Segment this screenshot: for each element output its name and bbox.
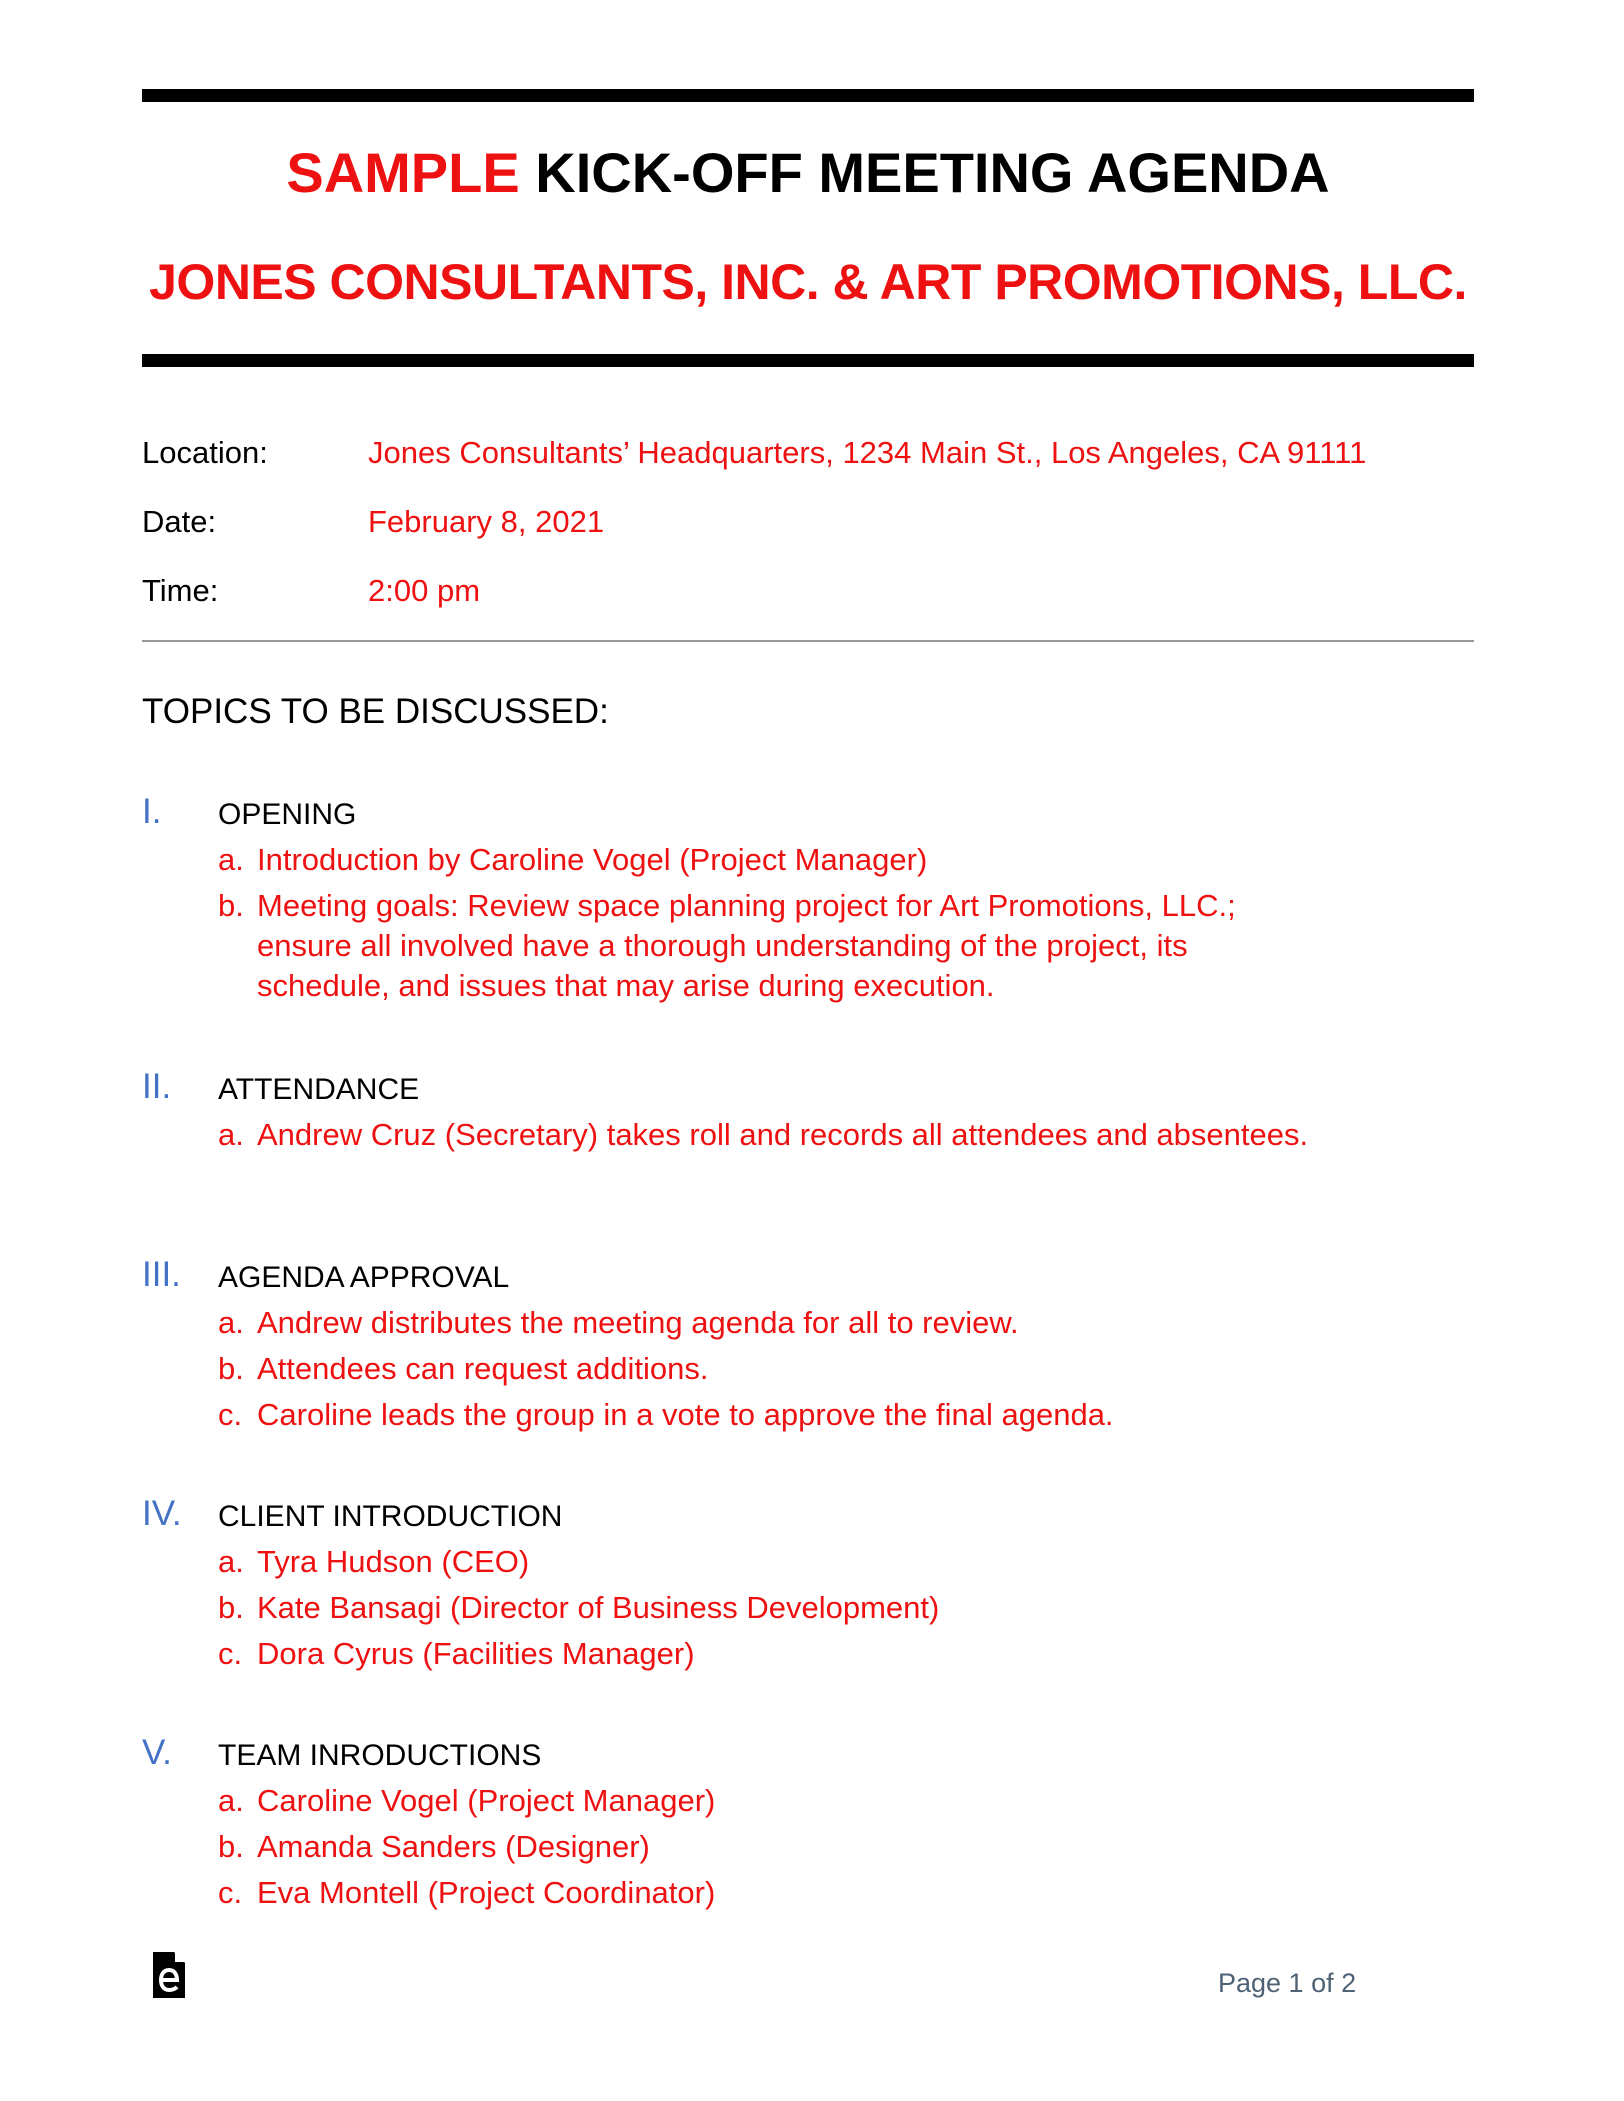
- item-text: Introduction by Caroline Vogel (Project Manager): [257, 842, 928, 877]
- item-text: Caroline Vogel (Project Manager): [257, 1783, 716, 1818]
- list-item: [142, 1873, 1317, 1913]
- info-row-time: [142, 571, 480, 611]
- list-item: [142, 886, 1317, 1006]
- section-numeral: II.: [142, 1067, 172, 1106]
- section-items: [142, 1115, 1474, 1155]
- list-item: [142, 1827, 1317, 1867]
- info-value: February 8, 2021: [368, 504, 605, 539]
- section-numeral: IV.: [142, 1494, 182, 1533]
- item-text: Caroline leads the group in a vote to approve the final agenda.: [257, 1397, 1114, 1432]
- info-divider: [142, 640, 1474, 642]
- item-text: Tyra Hudson (CEO): [257, 1544, 530, 1579]
- section-title: CLIENT INTRODUCTION: [218, 1500, 563, 1533]
- item-letter: a.: [218, 1783, 244, 1818]
- section-title: ATTENDANCE: [218, 1073, 420, 1106]
- item-text: Attendees can request additions.: [257, 1351, 709, 1386]
- info-label: Time:: [142, 573, 219, 608]
- item-text: Andrew distributes the meeting agenda for all to review.: [257, 1305, 1019, 1340]
- list-item: [142, 840, 1317, 880]
- title-rest: KICK-OFF MEETING AGENDA: [535, 141, 1330, 204]
- document-title: [142, 138, 1474, 208]
- item-letter: b.: [218, 1351, 244, 1386]
- item-text: Amanda Sanders (Designer): [257, 1829, 650, 1864]
- agenda-section-opening: [142, 790, 1474, 1006]
- title-highlight: SAMPLE: [286, 141, 520, 204]
- item-letter: b.: [218, 1590, 244, 1625]
- section-numeral: V.: [142, 1733, 172, 1772]
- item-letter: a.: [218, 842, 244, 877]
- topics-heading: TOPICS TO BE DISCUSSED:: [142, 692, 609, 731]
- section-numeral: I.: [142, 792, 162, 831]
- section-items: [142, 1781, 1474, 1913]
- item-letter: a.: [218, 1117, 244, 1152]
- info-label: Date:: [142, 504, 217, 539]
- item-letter: c.: [218, 1636, 243, 1671]
- item-letter: c.: [218, 1875, 243, 1910]
- list-item: [142, 1588, 1317, 1628]
- item-letter: c.: [218, 1397, 243, 1432]
- agenda-section-client-introduction: [142, 1492, 1474, 1674]
- section-items: [142, 840, 1474, 1006]
- list-item: [142, 1395, 1317, 1435]
- item-letter: a.: [218, 1544, 244, 1579]
- list-item: [142, 1634, 1317, 1674]
- item-text: Meeting goals: Review space planning project for Art Promotions, LLC.; ensure all involved have a thorough understanding of the project, its schedule, and issues that may arise during execution.: [257, 888, 1236, 1003]
- item-text: Kate Bansagi (Director of Business Development): [257, 1590, 940, 1625]
- section-header: [142, 790, 1474, 834]
- agenda-section-attendance: [142, 1065, 1474, 1155]
- list-item: [142, 1781, 1317, 1821]
- section-header: [142, 1492, 1474, 1536]
- list-item: [142, 1303, 1317, 1343]
- info-value: Jones Consultants’ Headquarters, 1234 Main St., Los Angeles, CA 91111: [368, 435, 1367, 470]
- eforms-logo-icon: [151, 1950, 187, 2000]
- page-number: Page 1 of 2: [1218, 1968, 1357, 1998]
- item-letter: b.: [218, 1829, 244, 1864]
- section-title: OPENING: [218, 798, 357, 831]
- section-header: [142, 1065, 1474, 1109]
- section-header: [142, 1731, 1474, 1775]
- item-letter: a.: [218, 1305, 244, 1340]
- info-row-location: [142, 433, 1366, 473]
- item-letter: b.: [218, 888, 244, 923]
- section-items: [142, 1542, 1474, 1674]
- section-numeral: III.: [142, 1255, 181, 1294]
- info-label: Location:: [142, 435, 268, 470]
- agenda-section-team-introductions: [142, 1731, 1474, 1913]
- list-item: [142, 1542, 1317, 1582]
- section-header: [142, 1253, 1474, 1297]
- document-subtitle: JONES CONSULTANTS, INC. & ART PROMOTIONS, LLC.: [149, 254, 1467, 310]
- section-title: TEAM INRODUCTIONS: [218, 1739, 542, 1772]
- item-text: Andrew Cruz (Secretary) takes roll and records all attendees and absentees.: [257, 1117, 1309, 1152]
- section-items: [142, 1303, 1474, 1435]
- agenda-section-agenda-approval: [142, 1253, 1474, 1435]
- header-divider: [142, 354, 1474, 367]
- item-text: Dora Cyrus (Facilities Manager): [257, 1636, 695, 1671]
- top-divider: [142, 89, 1474, 102]
- item-text: Eva Montell (Project Coordinator): [257, 1875, 716, 1910]
- section-title: AGENDA APPROVAL: [218, 1261, 510, 1294]
- info-row-date: [142, 502, 604, 542]
- list-item: [142, 1349, 1317, 1389]
- list-item: [142, 1115, 1317, 1155]
- info-value: 2:00 pm: [368, 573, 481, 608]
